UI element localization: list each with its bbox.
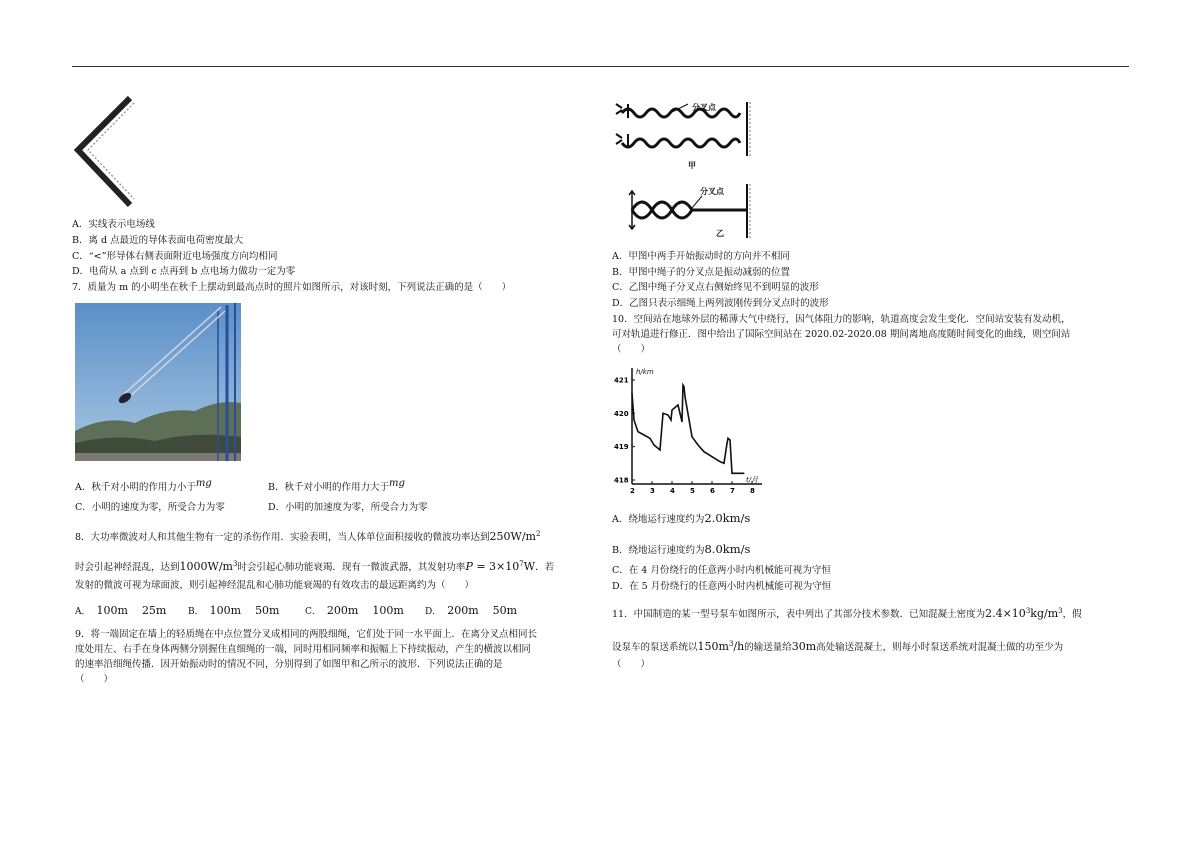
fig-label-jia: 甲: [688, 161, 696, 170]
chart-point: [682, 384, 683, 385]
q9-option-c: C．乙图中绳子分叉点右侧始终见不到明显的波形: [612, 282, 819, 293]
q10-line-1: 10．空间站在地球外层的稀薄大气中绕行，因气体阻力的影响，轨道高度会发生变化．空间站安装有发动机，: [612, 314, 1071, 325]
chart-y-tick-label: 418: [614, 476, 629, 485]
q10-line-2: 可对轨道进行修正．图中给出了国际空间站在 2020.02-2020.08 期间离地高度随时间变化的曲线，则空间站: [612, 329, 1071, 340]
wave-figure-yi: [629, 184, 750, 238]
q8-option-b: [188, 604, 280, 617]
wave-figure: [612, 98, 762, 248]
q8-option-a-letter: A．: [75, 607, 91, 617]
q8-option-b-v1: 100m: [209, 604, 242, 617]
chart-y-label: h/km: [636, 368, 654, 376]
q8-power-symbol: P: [465, 560, 473, 574]
chart-point: [719, 461, 720, 462]
q10-option-b: [612, 542, 750, 556]
q8-option-d-letter: D．: [425, 607, 442, 617]
chart-point: [723, 463, 724, 464]
q8-option-d-v1: 200m: [447, 604, 479, 617]
q7-option-d: D．小明的加速度为零，所受合力为零: [268, 502, 428, 513]
chart-y-tick-label: 420: [614, 409, 629, 418]
q11-line-2-text-a: 设泵车的泵送系统以: [612, 642, 698, 654]
q11-line-3: （ ）: [612, 659, 651, 670]
q9-option-b: B．甲图中绳子的分叉点是振动减弱的位置: [612, 267, 790, 278]
q6-option-d: D．电荷从 a 点到 c 点再到 b 点电场力做功一定为零: [72, 266, 296, 277]
chart-x-tick-label: 2: [630, 487, 635, 495]
q8-unit-250-exp: 2: [536, 530, 541, 538]
q7-option-b-text: B．秋千对小明的作用力大于: [268, 482, 389, 493]
chart-point: [729, 439, 730, 440]
chart-point: [731, 473, 732, 474]
q8-power-exp: 7: [519, 560, 524, 568]
q7-option-a-text: A．秋千对小明的作用力小于: [75, 482, 196, 493]
q11-line-1-text: 11．中国制造的某一型号泵车如图所示，表中列出了其部分技术参数．已知混凝土密度为: [612, 609, 986, 621]
chart-x-tick-label: 3: [650, 487, 655, 495]
q7-option-b-math: mg: [388, 478, 405, 489]
q8-option-a: [75, 604, 166, 617]
chart-x-tick-label: 6: [710, 487, 715, 495]
chart-point: [649, 438, 650, 439]
chart-point: [637, 431, 638, 432]
chart-point: [703, 451, 704, 452]
chart-x-label: t/月: [746, 476, 759, 484]
chart-point: [727, 438, 728, 439]
q11-line-2: [612, 638, 1063, 654]
header-rule: [72, 66, 1129, 67]
chart-x-tick-label: 7: [730, 487, 735, 495]
chart-point: [671, 409, 672, 410]
q7-option-a: [75, 478, 212, 493]
q8-power-unit: W: [523, 560, 536, 574]
chart-series-line: [632, 385, 744, 473]
q10-option-b-value: 8.0km/s: [704, 542, 751, 556]
q11-density-unit: kg/m: [1030, 607, 1059, 621]
chart-point: [677, 404, 678, 405]
q9-option-a: A．甲图中两手开始振动时的方向并不相同: [612, 251, 790, 262]
q8-option-d-v2: 50m: [492, 604, 518, 617]
q7-stem: 7．质量为 m 的小明坐在秋千上摆动到最高点时的照片如图所示，对该时刻，下列说法正确的是（ ）: [72, 282, 512, 293]
q6-option-a: A．实线表示电场线: [72, 219, 155, 230]
q9-line-1: 9．将一端固定在墙上的轻质绳在中点位置分叉成相同的两股细绳，它们处于同一水平面上．在离分叉点相同长: [75, 629, 538, 640]
q10-option-a-value: 2.0km/s: [704, 511, 751, 525]
q9-option-d: D．乙图只表示细绳上两列波刚传到分叉点时的波形: [612, 298, 829, 309]
orbit-altitude-chart: [612, 362, 772, 497]
chart-point: [662, 413, 663, 414]
q8-line-1-text: 8．大功率微波对人和其他生物有一定的杀伤作用．实验表明，当人体单位面积接收的微波功率达到: [75, 532, 490, 544]
chart-point: [653, 444, 654, 445]
q8-option-b-v2: 50m: [255, 604, 280, 617]
chart-x-tick-label: 5: [690, 487, 695, 495]
chart-point: [670, 419, 671, 420]
chart-point: [726, 443, 727, 444]
chart-point: [659, 449, 660, 450]
q6-option-c: C．“<”形导体右侧表面附近电场强度方向均相同: [72, 251, 278, 262]
q8-option-c: [305, 604, 404, 617]
q8-power-eq: = 3×10: [472, 560, 520, 574]
chart-point: [681, 421, 682, 422]
fork-label-bottom: 分叉点: [700, 187, 724, 196]
chart-point: [691, 436, 692, 437]
chart-point: [667, 414, 668, 415]
chart-point: [743, 473, 744, 474]
q10-line-3: （ ）: [612, 344, 651, 355]
q8-line-2: [75, 558, 554, 574]
q11-flow-unit: /h: [733, 640, 745, 654]
q9-line-4: （ ）: [75, 674, 114, 685]
q8-option-a-v2: 25m: [141, 604, 167, 617]
chart-point: [633, 419, 634, 420]
q10-option-c: C．在 4 月份绕行的任意两小时内机械能可视为守恒: [612, 565, 831, 576]
chart-point: [631, 393, 632, 394]
q8-unit-1000-exp: 3: [232, 560, 238, 568]
q11-density-exp: 3: [1025, 607, 1031, 615]
chart-point: [669, 418, 670, 419]
q8-unit-1000: 1000W/m: [179, 560, 233, 574]
q10-option-a: [612, 511, 750, 525]
chart-point: [643, 434, 644, 435]
q7-option-a-math: mg: [195, 478, 212, 489]
q11-line-2-text-c: 高处输送混凝土，则每小时泵送系统对混凝土做的功至少为: [816, 642, 1064, 654]
q11-density-value: 2.4×10: [985, 607, 1026, 621]
q8-option-b-letter: B．: [188, 607, 204, 617]
wave-figure-jia: [616, 102, 750, 156]
chart-point: [697, 444, 698, 445]
chart-x-tick-label: 4: [670, 487, 675, 495]
q6-option-b: B．离 d 点最近的导体表面电荷密度最大: [72, 235, 244, 246]
q11-density-unit-exp: 3: [1058, 607, 1063, 615]
q11-line-1-end: ，假: [1062, 609, 1082, 621]
q11-height-value: 30m: [791, 640, 817, 654]
chart-point: [711, 456, 712, 457]
q7-option-b: [268, 478, 405, 493]
q8-option-c-v1: 200m: [326, 604, 359, 617]
q10-option-d: D．在 5 月份绕行的任意两小时内机械能可视为守恒: [612, 581, 832, 592]
swing-photo: [75, 303, 241, 461]
chart-x-ticks: [630, 481, 755, 495]
q8-unit-250: 250W/m: [489, 530, 536, 544]
q11-line-1: [612, 605, 1082, 621]
q10-option-a-text: A．绕地运行速度约为: [612, 514, 705, 525]
conductor-figure: [72, 95, 142, 210]
q8-option-a-v1: 100m: [96, 604, 128, 617]
chart-y-tick-label: 421: [614, 376, 629, 385]
q9-line-2: 度处用左、右手在身体两侧分别握住直细绳的一端，同时用相同频率和振幅上下持续振动，产生的横波以相同: [75, 644, 532, 655]
q8-line-1: [75, 528, 540, 544]
q11-line-2-text-b: 的输送量给: [744, 642, 792, 654]
q8-line-2-text-c: ．若: [535, 562, 555, 574]
q8-option-c-v2: 100m: [372, 604, 404, 617]
q8-line-3: 发射的微波可视为球面波，则引起神经混乱和心肺功能衰竭的有效攻击的最远距离约为（ ）: [75, 580, 475, 591]
q9-line-3: 的速率沿细绳传播．因开始振动时的情况不同，分别得到了如图甲和乙所示的波形．下列说法正确的是: [75, 659, 503, 670]
q7-option-c: C．小明的速度为零，所受合力为零: [75, 502, 225, 513]
fork-label-top: 分叉点: [692, 103, 716, 112]
fig-label-yi: 乙: [716, 229, 724, 238]
chart-x-tick-label: 8: [750, 487, 755, 495]
q11-flow-value: 150m: [697, 640, 729, 654]
q8-option-c-letter: C．: [305, 607, 321, 617]
chart-y-tick-label: 419: [614, 443, 629, 452]
chart-point: [737, 473, 738, 474]
q8-option-d: [425, 604, 517, 617]
q8-line-2-text-a: 时会引起神经混乱，达到: [75, 562, 180, 574]
q8-line-2-text-b: 时会引起心肺功能衰竭．现有一微波武器，其发射功率: [237, 562, 466, 574]
chart-point: [683, 386, 684, 387]
q10-option-b-text: B．绕地运行速度约为: [612, 545, 705, 556]
chart-point: [684, 396, 685, 397]
q11-flow-exp: 3: [728, 640, 734, 648]
chart-series: [631, 384, 744, 474]
